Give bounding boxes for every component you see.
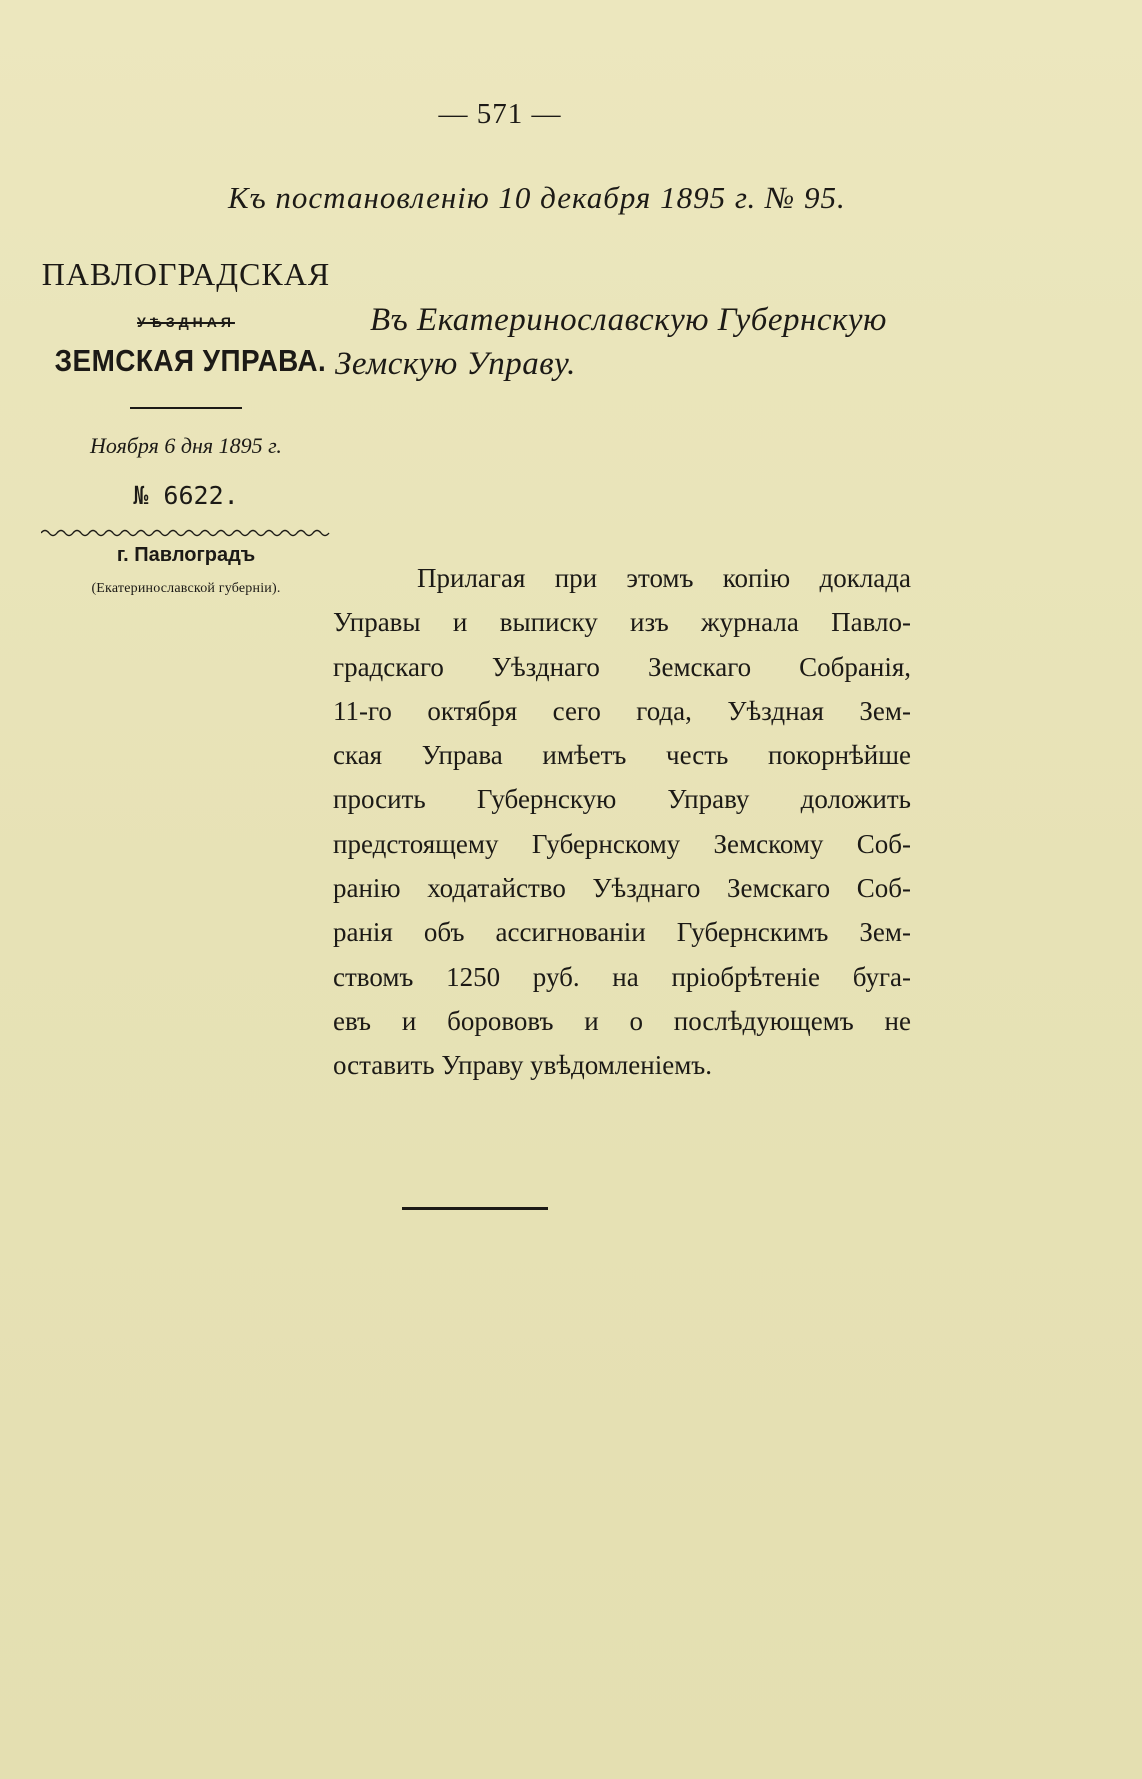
body-line: Прилагая при этомъ копію доклада [417,563,911,593]
body-line: ская Управа имѣетъ честь покорнѣйше [333,740,911,771]
sender-divider [130,407,242,409]
sender-province: (Екатеринославской губерніи). [91,581,281,596]
body-line: градскаго Уѣзднаго Земскаго Собранія, [333,651,911,682]
sender-block [40,256,332,597]
body-line: 11-го октября сего года, Уѣздная Зем- [333,695,911,726]
body-line: просить Губернскую Управу доложить [333,784,911,815]
body-line: Управы и выписку изъ журнала Павло- [333,607,911,638]
body-line: ранія объ ассигнованіи Губернскимъ Зем- [333,917,911,948]
document-number: № 6622. [133,481,239,510]
letter-body [333,556,911,1088]
body-line: ранію ходатайство Уѣзднаго Земскаго Соб- [333,873,911,904]
recipient-block [335,298,915,386]
body-line: ствомъ 1250 руб. на пріобрѣтеніе буга- [333,961,911,992]
resolution-heading: Къ постановленію 10 декабря 1895 г. № 95. [228,180,846,215]
sender-org-line2: УѢЗДНАЯ [137,314,235,330]
sender-org-line3: ЗЕМСКАЯ УПРАВА. [54,343,327,378]
closing-rule [402,1207,548,1210]
body-line: предстоящему Губернскому Земскому Соб- [333,828,911,859]
recipient-line1: Въ Екатеринославскую Губернскую [370,302,887,338]
sender-org-line1: ПАВЛОГРАДСКАЯ [41,256,331,292]
wavy-divider [41,528,331,538]
body-line: оставить Управу увѣдомленіемъ. [333,1050,712,1081]
sender-place: г. Павлоградъ [116,544,256,566]
page-number: — 571 — [438,98,562,130]
body-line: евъ и борововъ и о послѣдующемъ не [333,1005,911,1036]
recipient-line2: Земскую Управу. [335,346,576,382]
sender-date: Ноября 6 дня 1895 г. [90,433,282,458]
